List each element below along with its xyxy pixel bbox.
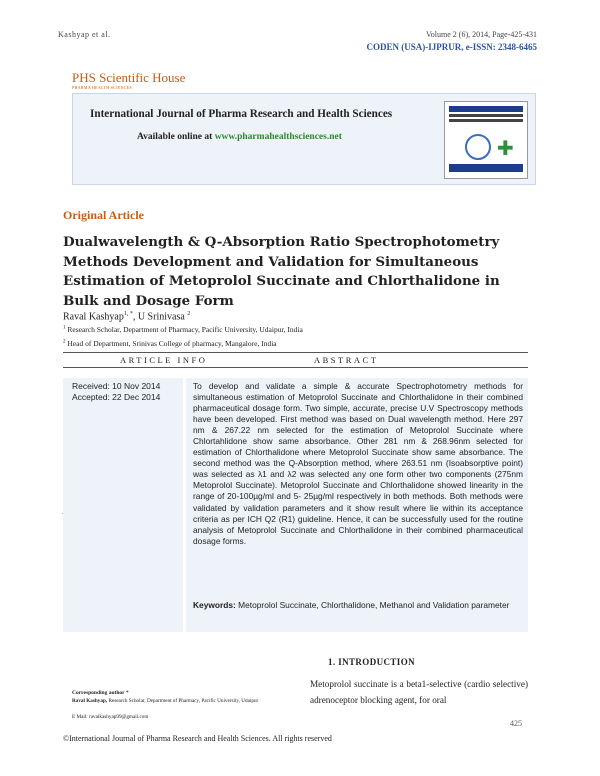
article-title: Dualwavelength & Q-Absorption Ratio Spectrophotometry Methods Development and Validation for Simultaneous Estimation of Metoprolol Succinate and Chlorthalidone in Bulk and Dosage Form <box>63 234 500 309</box>
journal-cover-image <box>444 101 528 179</box>
affiliation-2: $^2$ Head of Department, Srinivas College of pharmacy, Mangalore, India <box>63 339 277 348</box>
availability-line <box>137 132 342 142</box>
copyright-footer: ©International Journal of Pharma Research and Health Sciences. All rights reserved <box>63 734 332 743</box>
divider <box>63 367 528 368</box>
coden: CODEN (USA)-IJPRUR, e-ISSN: 2348-6465 <box>366 42 537 52</box>
author-1: Raval Kashyap <box>63 311 124 323</box>
publisher-tagline: PHARMA HEALTH SCIENCES <box>72 85 133 90</box>
volume-info: Volume 2 (6), 2014, Page-425-431 <box>426 30 537 39</box>
available-label: Available online at <box>137 132 215 142</box>
page-number: 425 <box>510 719 522 728</box>
received-date: Received: 10 Nov 2014 <box>72 381 161 391</box>
medical-cross-icon: ✚ <box>497 136 514 160</box>
accepted-date: Accepted: 22 Dec 2014 <box>72 392 161 402</box>
corresponding-email[interactable]: E Mail: ravalkashyap99@gmail.com <box>72 714 149 720</box>
introduction-heading: 1. INTRODUCTION <box>328 657 416 667</box>
keywords: Keywords: Metoprolol Succinate, Chlorthalidone, Methanol and Validation parameter <box>193 600 510 610</box>
journal-title: International Journal of Pharma Research and Health Sciences <box>90 108 393 120</box>
author-2: U Srinivasa <box>137 311 185 323</box>
abstract-text: To develop and validate a simple & accurate Spectrophotometry methods for simultaneous estimation of Metoprolol Succinate and Chlorthalidone in their combined pharmaceutical dosage form. Two simple, accurate, precise U.V Spectroscopy methods have been developed. First method was based on Dual wavelength method. Here 297 nm & 267.22 nm selected for the estimation of Metoprolol Succinate where Chlortahlidone show same absorbance. Other 281 nm & 268.96nm selected for estimation of Chlorthalidone where Metoprolol Succinate show same absorbance. The second method was the Q-Absorption method, where 263.51 nm (Isoabsorptive point) was selected as λ1 and λ2 was selected any one form other two components (275nm Metoprolol Succinate). Metoprolol Succinate and Chlorthalidone showed linearity in the range of 20-100µg/ml and 5- 25µg/ml respectively in both methods. Both methods were validated by validation parameters and it show result where lie within its acceptance criteria as per ICH Q2 (R1) guideline. Hence, it can be successfully used for the routine analysis of Metoprolol Succinate and Chlorthalidone in their combined pharmaceutical dosage forms. <box>193 381 523 546</box>
author-line: Raval Kashyap$^{1, *}$, U Srinivasa $^2$ <box>63 311 191 323</box>
corresponding-author-heading: Corresponding author * <box>72 690 129 696</box>
introduction-text: Metoprolol succinate is a beta1-selective (cardio selective) adrenoceptor blocking agent, for oral <box>310 679 528 705</box>
abstract-label: ABSTRACT <box>314 355 379 365</box>
affiliation-1: $^1$ Research Scholar, Department of Pharmacy, Pacific University, Udaipur, India <box>63 325 303 334</box>
corresponding-author-details: Raval Kashyap, Research Scholar, Department of Pharmacy, Pacific University, Udaipur <box>72 698 259 704</box>
journal-url[interactable]: www.pharmahealthsciences.net <box>214 132 342 142</box>
article-info-panel <box>63 378 183 632</box>
article-info-label: ARTICLE INFO <box>120 355 208 365</box>
ring-icon <box>465 134 491 160</box>
divider <box>63 352 528 353</box>
running-author: Kashyap et al. <box>58 30 111 39</box>
article-type: Original Article <box>63 208 144 222</box>
publisher-logo-text: PHS Scientific House <box>72 70 186 85</box>
